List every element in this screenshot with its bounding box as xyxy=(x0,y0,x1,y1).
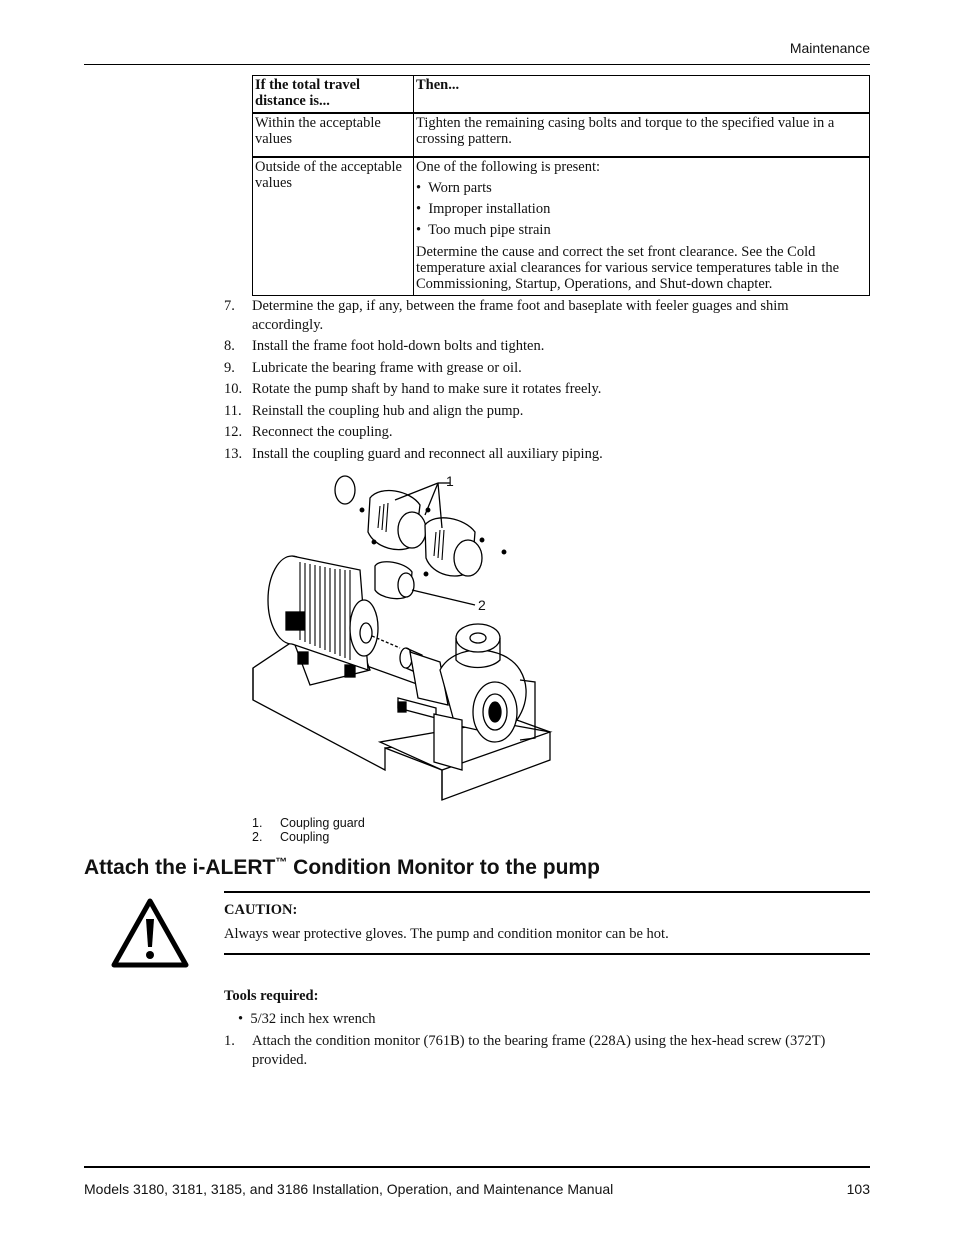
caution-rule xyxy=(224,953,870,955)
table-bullet: • Too much pipe strain xyxy=(416,222,551,238)
table-bullet: • Worn parts xyxy=(416,180,492,196)
caution-rule xyxy=(224,891,870,893)
table-header-then: Then... xyxy=(414,76,870,114)
pump-assembly-figure xyxy=(250,470,560,815)
table-row xyxy=(253,113,870,157)
section-heading: Attach the i-ALERT™ Condition Monitor to the pump xyxy=(84,855,600,879)
callout-1: 1 xyxy=(446,473,454,489)
caution-text: Always wear protective gloves. The pump and condition monitor can be hot. xyxy=(224,926,669,942)
page-number: 103 xyxy=(846,1181,870,1197)
running-header: Maintenance xyxy=(789,40,870,56)
table-bullet: • Improper installation xyxy=(416,201,551,217)
callout-2: 2 xyxy=(478,597,486,613)
table-cell-condition: Within the acceptable values xyxy=(253,113,414,157)
clearance-table xyxy=(252,75,870,296)
tools-list-item: • 5/32 inch hex wrench xyxy=(238,1011,376,1027)
caution-heading: CAUTION: xyxy=(224,902,298,918)
footer-rule xyxy=(84,1166,870,1168)
tools-heading: Tools required: xyxy=(224,988,319,1004)
table-cell-condition: Outside of the acceptable values xyxy=(253,157,414,296)
table-cell-action xyxy=(414,157,870,296)
table-cell-resolution: Determine the cause and correct the set front clearance. See the Cold temperature axial clearances for various service temperatures table in the Commissioning, Startup, Operations, and Shut-down chapter. xyxy=(416,244,840,292)
table-cell-intro: One of the following is present: xyxy=(416,159,601,175)
warning-triangle-icon xyxy=(110,897,190,969)
table-header-condition: If the total travel distance is... xyxy=(253,76,414,114)
procedure-steps: 7. Determine the gap, if any, between the frame foot and baseplate with feeler guages and shim accordingly. 8. Install the frame foot hold-down bolts and tighten. 9. Lubricate the bearing frame with grease or oil. 10. Rotate the pump shaft by hand to make sure it rotates freely. 11. Reinstall the coupling hub and align the pump. 12. Reconnect the coupling. 13. Install the coupling guard and reconnect all auxiliary piping. xyxy=(224,298,789,462)
header-rule xyxy=(84,64,870,65)
pump-assembly-illustration xyxy=(250,470,560,815)
footer-title: Models 3180, 3181, 3185, and 3186 Installation, Operation, and Maintenance Manual xyxy=(84,1181,614,1197)
table-cell-action: Tighten the remaining casing bolts and torque to the specified value in a crossing pattern. xyxy=(414,113,870,157)
table-row xyxy=(253,157,870,296)
